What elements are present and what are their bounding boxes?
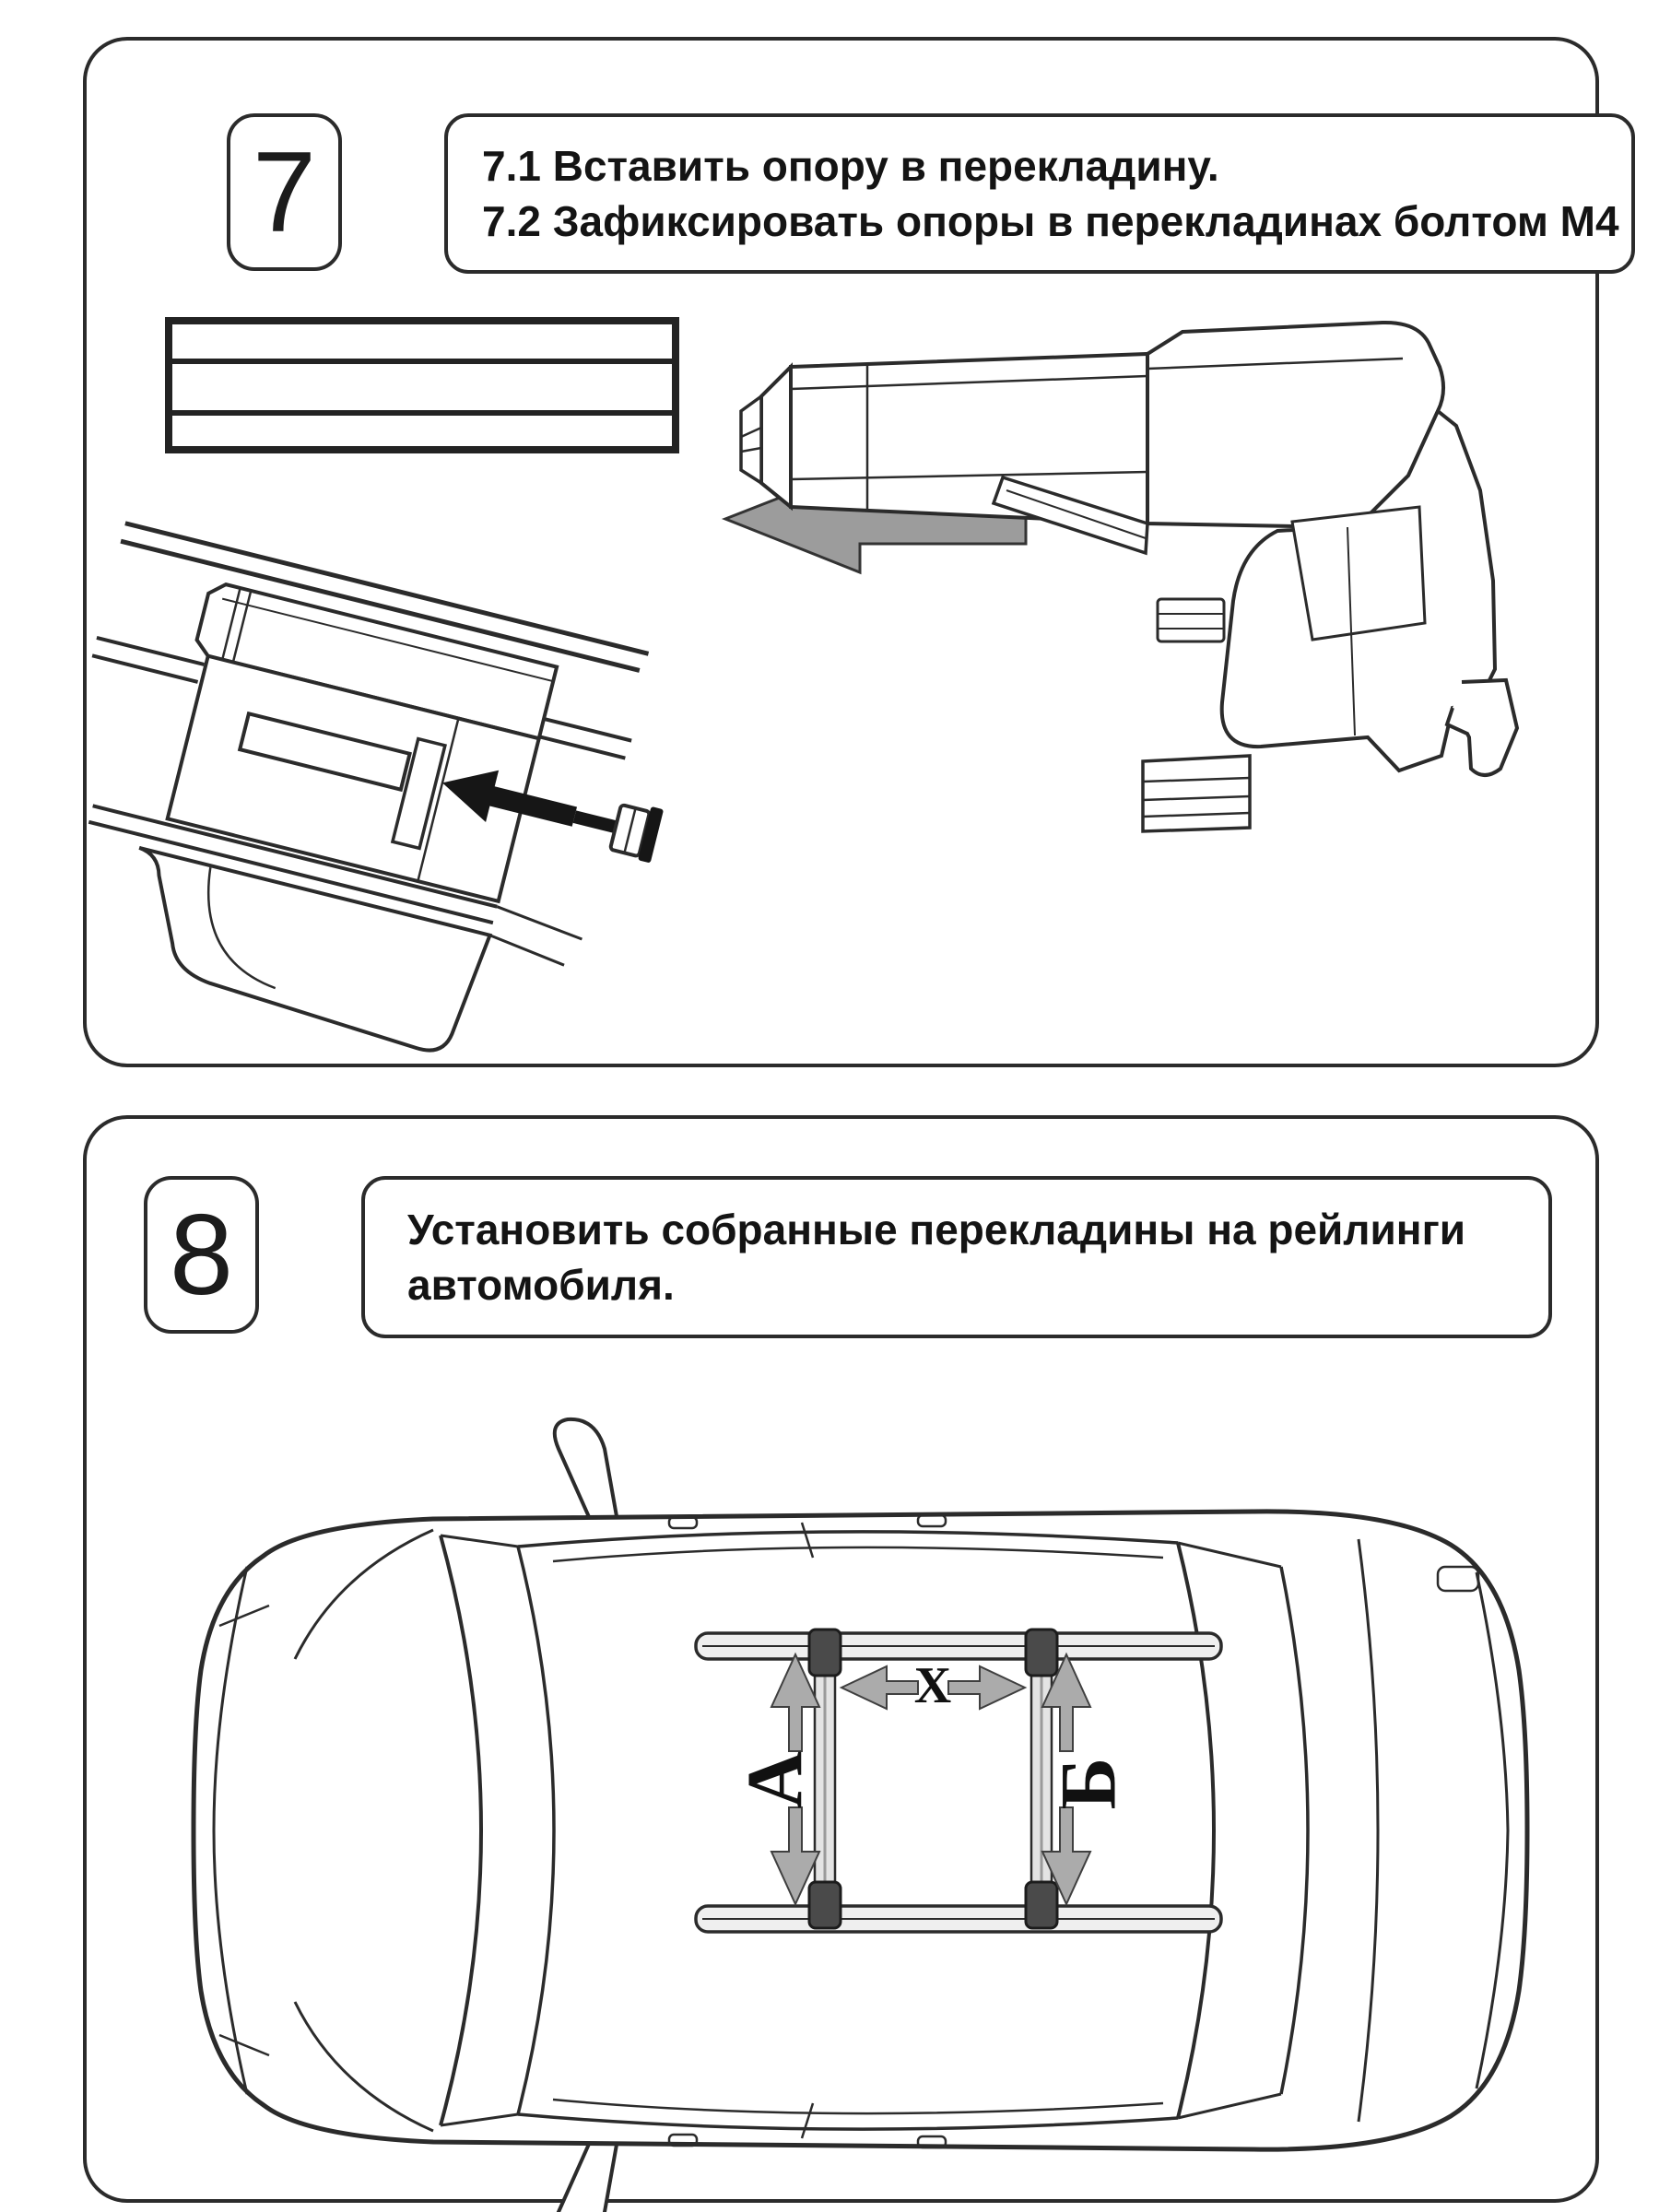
rear-crossbar-label: Б	[1043, 1757, 1133, 1810]
step-8-number: 8	[170, 1191, 233, 1319]
step-7-instruction-line-2: 7.2 Зафиксировать опоры в перекладинах болтом М4	[482, 197, 1619, 245]
step-7-number: 7	[253, 128, 316, 256]
crossbar-profile-drawing	[169, 321, 676, 450]
step-8-illustration	[0, 1106, 1659, 2212]
front-crossbar-label: А	[730, 1750, 819, 1809]
crossbar-spacing-label: X	[913, 1656, 952, 1714]
step-7-instruction-line-1: 7.1 Вставить опору в перекладину.	[482, 142, 1219, 190]
car-body-outline	[194, 1512, 1527, 2149]
support-assembly-drawing	[741, 323, 1517, 831]
car-top-view-drawing	[194, 1419, 1527, 2212]
step-8-instruction-line-2: автомобиля.	[407, 1261, 675, 1309]
bolt-detail-drawing	[19, 524, 700, 1092]
step-8-instruction-line-1: Установить собранные перекладины на рейлинги	[407, 1206, 1466, 1253]
